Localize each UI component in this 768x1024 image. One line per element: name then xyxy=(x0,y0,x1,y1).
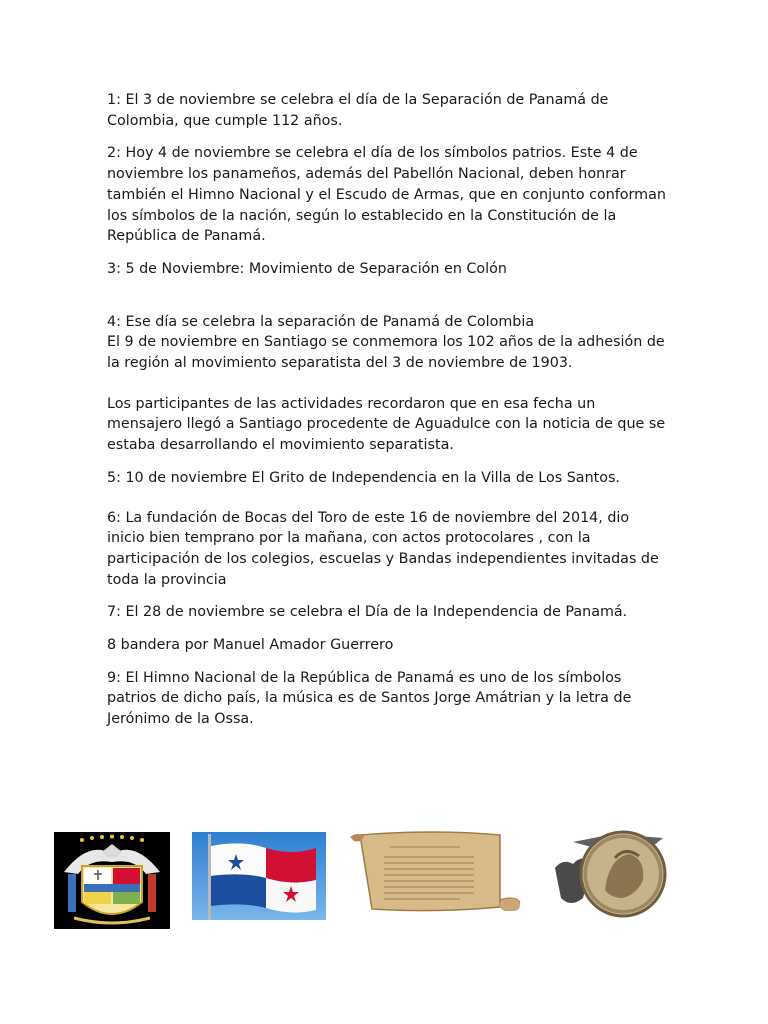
paragraph-7: 7: El 28 de noviembre se celebra el Día de la Independencia de Panamá. xyxy=(107,604,628,621)
paragraph-4c: Los participantes de las actividades recordaron que en esa fecha un mensajero llegó a Santiago procedente de Aguadulce con la noticia de que se estaba desarrollando el movimiento separatista. xyxy=(107,395,666,454)
coat-of-arms-image xyxy=(54,832,170,929)
paragraph-2: 2: Hoy 4 de noviembre se celebra el día de los símbolos patrios. Este 4 de noviembre los panameños, además del Pabellón Nacional, deben honrar también el Himno Nacional y el Escudo de Armas, que en conjunto conforman los símbolos de la nación, según lo establecido en la Constitución de la República de Panamá. xyxy=(107,145,666,245)
paragraph-3: 3: 5 de Noviembre: Movimiento de Separación en Colón xyxy=(107,260,507,277)
paragraph-9: 9: El Himno Nacional de la República de Panamá es uno de los símbolos patrios de dicho país, la música es de Santos Jorge Amátrian y la letra de Jerónimo de la Ossa. xyxy=(107,669,632,728)
paragraph-4: 4: Ese día se celebra la separación de Panamá de Colombia xyxy=(107,313,535,330)
paragraph-8: 8 bandera por Manuel Amador Guerrero xyxy=(107,637,394,654)
anthem-scroll-image xyxy=(350,829,522,919)
panama-flag-image xyxy=(192,832,326,920)
paragraph-6: 6: La fundación de Bocas del Toro de este 16 de noviembre del 2014, dio inicio bien temprano por la mañana, con actos protocolares , con la participación de los colegios, escuelas y Bandas independientes invitadas de toda la provincia xyxy=(107,509,659,588)
paragraph-4b: El 9 de noviembre en Santiago se conmemora los 102 años de la adhesión de la región al movimiento separatista del 3 de noviembre de 1903. xyxy=(107,334,665,372)
balboa-coin-image xyxy=(553,828,681,920)
paragraph-1: 1: El 3 de noviembre se celebra el día de la Separación de Panamá de Colombia, que cumple 112 años. xyxy=(107,92,609,129)
paragraph-5: 5: 10 de noviembre El Grito de Independencia en la Villa de Los Santos. xyxy=(107,469,620,486)
document-body xyxy=(107,90,667,742)
